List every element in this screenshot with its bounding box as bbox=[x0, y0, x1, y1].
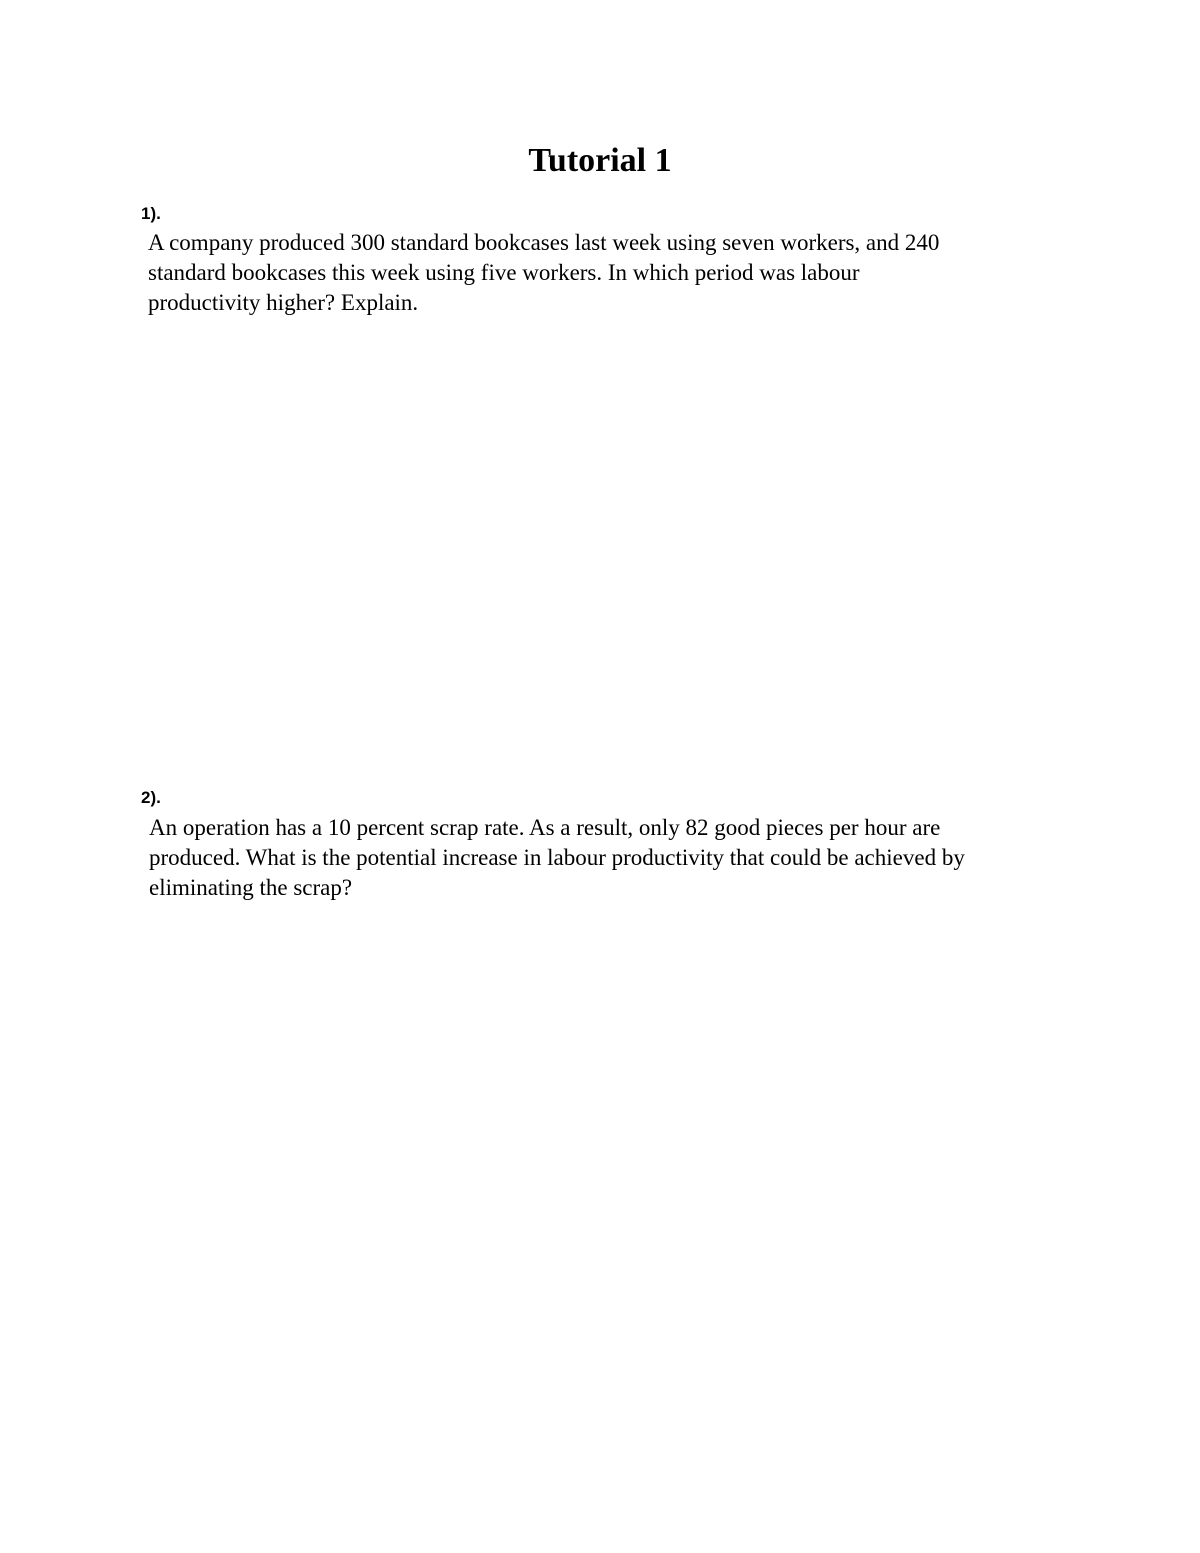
question-2-line-3: eliminating the scrap? bbox=[149, 875, 353, 900]
question-1-number: 1). bbox=[141, 204, 161, 223]
question-2-number: 2). bbox=[141, 788, 161, 807]
question-1-line-1: A company produced 300 standard bookcases last week using seven workers, and 240 bbox=[148, 230, 940, 255]
question-2-line-1: An operation has a 10 percent scrap rate. As a result, only 82 good pieces per hour are bbox=[149, 815, 941, 840]
question-1-line-2: standard bookcases this week using five workers. In which period was labour bbox=[148, 260, 860, 285]
question-1-line-3: productivity higher? Explain. bbox=[148, 290, 419, 315]
question-1-text bbox=[148, 228, 939, 318]
question-2-text bbox=[149, 813, 965, 903]
question-2-line-2: produced. What is the potential increase in labour productivity that could be achieved by bbox=[149, 845, 965, 870]
page-title: Tutorial 1 bbox=[528, 142, 672, 179]
